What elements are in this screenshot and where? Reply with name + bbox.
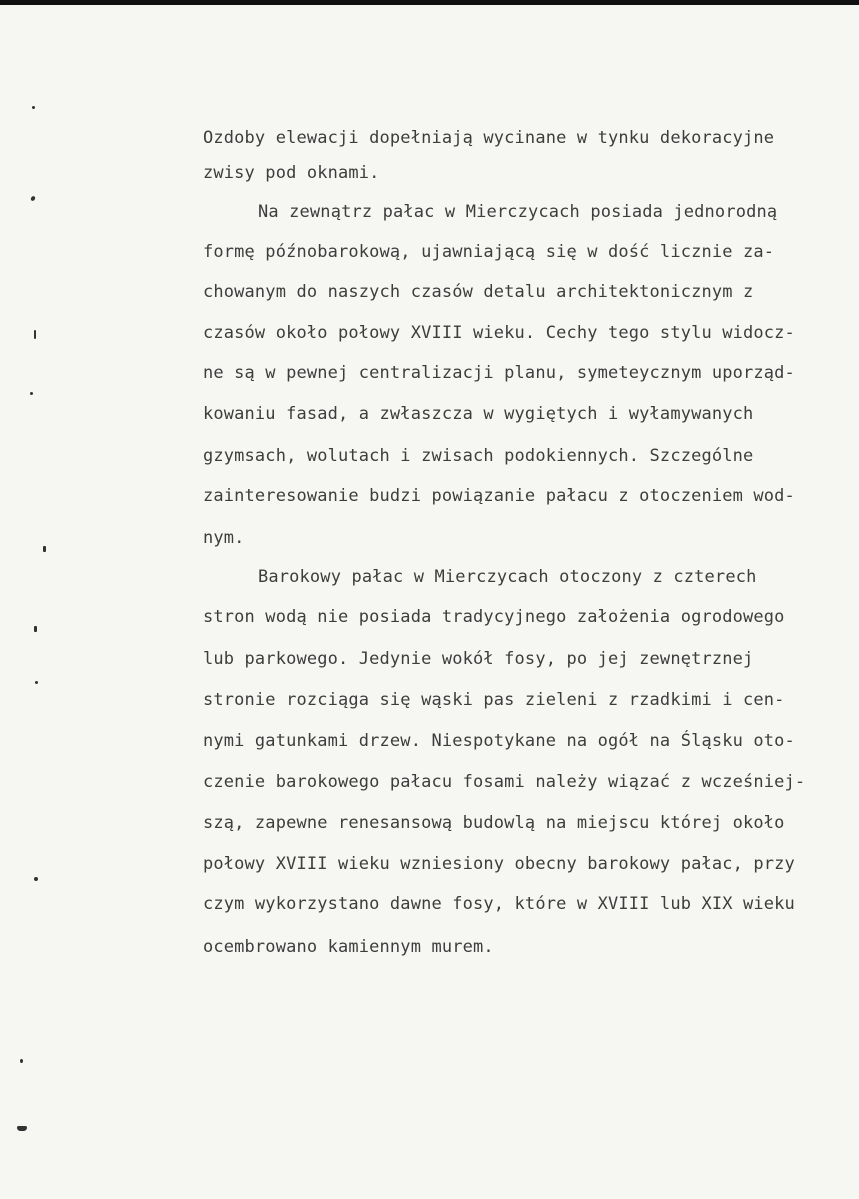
scan-mark xyxy=(30,392,33,395)
body-text-line: stronie rozciąga się wąski pas zieleni z rzadkimi i cen- xyxy=(203,690,785,710)
scan-mark xyxy=(35,681,38,684)
scan-mark xyxy=(17,1126,27,1131)
scan-mark xyxy=(20,1059,23,1063)
body-text-line: czym wykorzystano dawne fosy, które w XVIII lub XIX wieku xyxy=(203,894,795,914)
body-text-line: zainteresowanie budzi powiązanie pałacu z otoczeniem wod- xyxy=(203,486,795,506)
body-text-line: Ozdoby elewacji dopełniają wycinane w tynku dekoracyjne xyxy=(203,128,775,148)
body-text-line: Na zewnątrz pałac w Mierczycach posiada jednorodną xyxy=(258,202,778,222)
scan-mark xyxy=(34,877,38,881)
body-text-line: nym. xyxy=(203,528,245,548)
scan-mark xyxy=(34,626,37,632)
scan-mark xyxy=(34,330,36,339)
body-text-line: stron wodą nie posiada tradycyjnego założenia ogrodowego xyxy=(203,607,785,627)
body-text-line: czasów około połowy XVIII wieku. Cechy tego stylu widocz- xyxy=(203,323,795,343)
body-text-line: nymi gatunkami drzew. Niespotykane na ogół na Śląsku oto- xyxy=(203,731,795,751)
body-text-line: szą, zapewne renesansową budowlą na miejscu której około xyxy=(203,813,785,833)
scan-mark xyxy=(43,546,46,552)
body-text-line: zwisy pod oknami. xyxy=(203,163,380,183)
scan-mark xyxy=(32,106,35,109)
body-text-line: lub parkowego. Jedynie wokół fosy, po jej zewnętrznej xyxy=(203,649,754,669)
body-text-line: chowanym do naszych czasów detalu architektonicznym z xyxy=(203,282,754,302)
body-text-line: Barokowy pałac w Mierczycach otoczony z czterech xyxy=(258,567,757,587)
scan-mark xyxy=(30,195,36,201)
body-text-line: kowaniu fasad, a zwłaszcza w wygiętych i wyłamywanych xyxy=(203,404,754,424)
body-text-line: połowy XVIII wieku wzniesiony obecny barokowy pałac, przy xyxy=(203,854,795,874)
body-text-line: ocembrowano kamiennym murem. xyxy=(203,937,494,957)
body-text-line: ne są w pewnej centralizacji planu, symeteycznym uporząd- xyxy=(203,363,795,383)
body-text-line: gzymsach, wolutach i zwisach podokiennych. Szczególne xyxy=(203,446,754,466)
body-text-line: czenie barokowego pałacu fosami należy wiązać z wcześniej- xyxy=(203,772,806,792)
top-scan-edge xyxy=(0,0,859,5)
body-text-line: formę późnobarokową, ujawniającą się w dość licznie za- xyxy=(203,242,775,262)
